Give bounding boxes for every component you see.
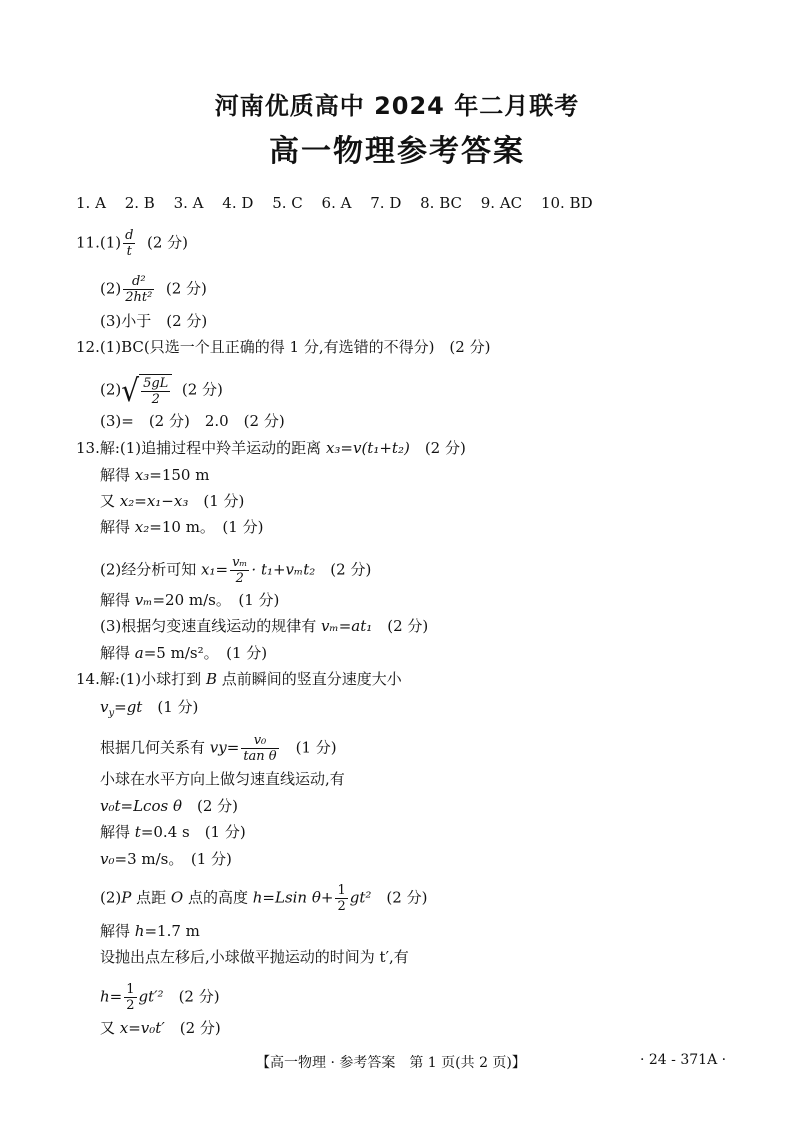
page-footer: 【高一物理 · 参考答案 第 1 页(共 2 页)】 xyxy=(256,1055,526,1071)
q13-line7: (3)根据匀变速直线运动的规律有 vₘ=at₁ (2 分) xyxy=(100,617,429,635)
q14-line10: 设抛出点左移后,小球做平抛运动的时间为 t′,有 xyxy=(100,948,409,966)
mc-answer: 9. AC xyxy=(480,194,523,212)
q14-line6: 解得 t=0.4 s (1 分) xyxy=(100,823,246,841)
fraction: $\frac{d}{t}$ xyxy=(125,228,134,259)
q13-line3: 又 x₂=x₁−x₃ (1 分) xyxy=(100,492,245,510)
fraction: $\frac{1}{2}$ xyxy=(337,883,346,914)
q13-line8: 解得 a=5 m/s²。 (1 分) xyxy=(100,644,268,662)
mc-answer: 6. A xyxy=(321,194,352,212)
answer-key-title: 高一物理参考答案 xyxy=(269,134,525,169)
fraction: $\frac{\text{d²}}{\text{2ht²}}$ xyxy=(125,274,153,305)
exam-title: 河南优质高中 2024 年二月联考 xyxy=(214,92,580,120)
sqrt: √ $\frac{5gL}{2}$ xyxy=(121,374,172,407)
q14-line7: v₀=3 m/s。 (1 分) xyxy=(100,850,232,868)
q14-line9: 解得 h=1.7 m xyxy=(100,922,200,940)
q12-part1: 12.(1)BC(只选一个且正确的得 1 分,有选错的不得分) (2 分) xyxy=(76,338,491,356)
mc-answer: 1. A xyxy=(76,194,106,212)
q12-part3: (3)= (2 分) 2.0 (2 分) xyxy=(100,412,285,430)
fraction: $\frac{\text{v₀}}{\text{tan θ}}$ xyxy=(243,733,277,764)
fraction: $\frac{1}{2}$ xyxy=(126,982,135,1013)
q14-line8: (2)P 点距 O 点的高度 h=Lsin θ+ $\frac{1}{2}$ gt² (2 分) xyxy=(100,883,428,914)
q13-line5: (2)经分析可知 x₁= $\frac{\text{vₘ}}{2}$ · t₁+vₘt₂ (2 分) xyxy=(100,555,372,586)
q13-line4: 解得 x₂=10 m。 (1 分) xyxy=(100,518,264,536)
q11-part1: 11.(1) $\frac{d}{t}$ (2 分) xyxy=(76,228,189,259)
q11-part2: (2) $\frac{\text{d²}}{\text{2ht²}}$ (2 分) xyxy=(100,274,207,305)
multiple-choice-answers xyxy=(76,194,593,212)
doc-code: · 24 - 371A · xyxy=(640,1052,727,1068)
q14-line2: $v_y=gt$ (1 分) xyxy=(100,698,199,719)
mc-answer: 8. BC xyxy=(420,194,462,212)
mc-answer: 2. B xyxy=(124,194,155,212)
mc-answer: 7. D xyxy=(370,194,402,212)
fraction: $\frac{\text{vₘ}}{2}$ xyxy=(232,555,248,586)
q12-part2: (2)√ $\frac{5gL}{2}$ (2 分) xyxy=(100,371,223,409)
q11-part3: (3)小于 (2 分) xyxy=(100,312,208,330)
q14-line1: 14.解:(1)小球打到 B 点前瞬间的竖直分速度大小 xyxy=(76,670,402,688)
mc-answer: 10. BD xyxy=(540,194,593,212)
mc-answer: 5. C xyxy=(272,194,303,212)
q14-line5: v₀t=Lcos θ (2 分) xyxy=(100,797,239,815)
q14-line3: 根据几何关系有 vy= $\frac{\text{v₀}}{\text{tan θ}}$ (1 分) xyxy=(100,733,337,764)
q14-line4: 小球在水平方向上做匀速直线运动,有 xyxy=(100,770,345,788)
q14-line11: h= $\frac{1}{2}$ gt′² (2 分) xyxy=(100,982,220,1013)
q13-line1: 13.解:(1)追捕过程中羚羊运动的距离 x₃=v(t₁+t₂) (2 分) xyxy=(76,439,466,457)
mc-answer: 3. A xyxy=(173,194,204,212)
q13-line2: 解得 x₃=150 m xyxy=(100,466,210,484)
mc-answer: 4. D xyxy=(222,194,254,212)
q13-line6: 解得 vₘ=20 m/s。 (1 分) xyxy=(100,591,280,609)
q14-line12: 又 x=v₀t′ (2 分) xyxy=(100,1019,221,1037)
